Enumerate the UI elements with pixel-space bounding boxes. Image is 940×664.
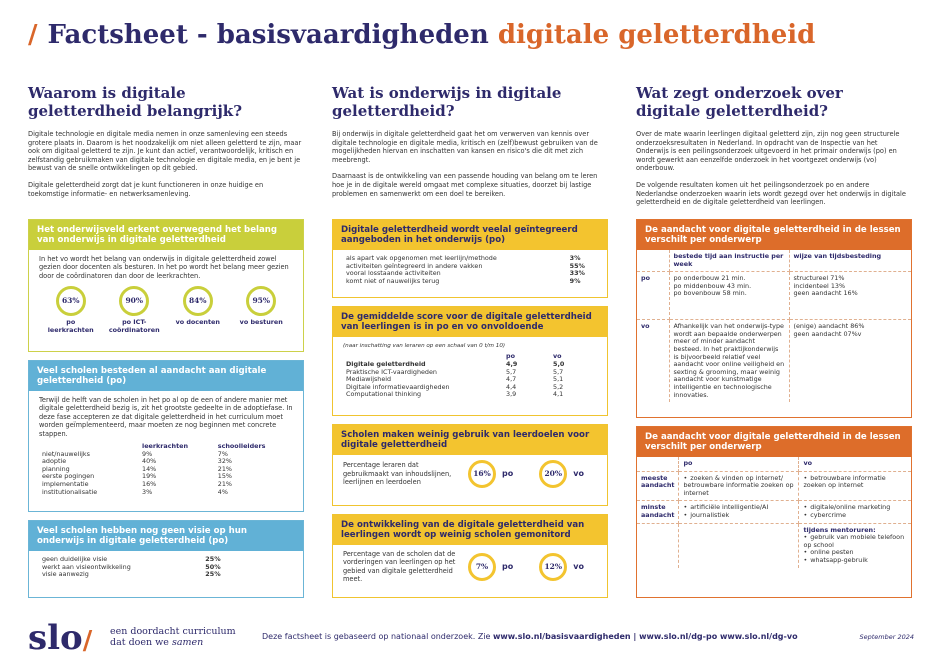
score-note: (naar inschatting van leraren op een schaal van 0 t/m 10) (343, 343, 506, 349)
box-header: De gemiddelde score voor de digitale geletterdheid van leerlingen is in po en vo onvoldoende (333, 307, 607, 337)
cell-line: geen aandacht 07%v (793, 329, 862, 338)
title-part1: Factsheet - basisvaardigheden (47, 20, 489, 50)
row-label: Digitale geletterdheid (346, 360, 426, 368)
box-leerdoelen (332, 424, 608, 506)
cell: 4,1 (553, 390, 564, 399)
cell-line: incidenteel 13% (793, 281, 846, 290)
footer-note (262, 632, 798, 641)
box-header: Het onderwijsveld erkent overwegend het belang van onderwijs in digitale geletterdheid (29, 220, 303, 250)
cell: 25% (205, 570, 221, 579)
slash-icon: / (28, 20, 38, 50)
cell: 5,7 (553, 367, 564, 376)
col-header: leerkrachten (142, 442, 189, 451)
box-scholen-aandacht (28, 360, 304, 512)
table-row (637, 501, 911, 523)
cell: 50% (205, 562, 221, 571)
slo-logo[interactable] (28, 618, 92, 658)
cell: Afhankelijk van het onderwijs-type wordt aan bepaalde onderwerpen meer of minder aandacht besteed. In het praktijkonderwijs is bijvoorbeeld relatief veel aandacht voor online veiligheid en sexting & grooming, maar weinig aandacht voor kunstmatige intelligentie en technologische innovaties. (669, 320, 789, 402)
table-row (39, 451, 293, 459)
col1-paragraph-1: Digitale technologie en digitale media nemen in onze samenleving een steeds grotere plaats in. Daarom is het noodzakelijk om niet alleen geletterd te zijn, maar ook om digitaal geletterd te zijn. Je kunt dan actief, verantwoordelijk, kritisch en zelfstandig gebruikmaken van digitale technologie en digitale media, en je bent je bewust van de snelle ontwikkelingen op dit gebied. (28, 130, 302, 173)
box-header: Veel scholen hebben nog geen visie op hun onderwijs in digitale geletterdheid (po) (29, 521, 303, 551)
col3-heading: Wat zegt onderzoek over digitale geletterdheid? (636, 84, 843, 120)
row-label: eerste pogingen (42, 472, 95, 481)
row-label: Praktische ICT-vaardigheden (346, 367, 437, 376)
cell: 5,0 (553, 360, 565, 368)
box-header: Digitale geletterdheid wordt veelal geïntegreerd aangeboden in het onderwijs (po) (333, 220, 607, 250)
table-row (637, 471, 911, 501)
cell: 15% (217, 472, 232, 481)
col-header: po (506, 352, 515, 361)
col2-paragraph-2: Daarnaast is de ontwikkeling van een passende houding van belang om te leren hoe je in de digitale wereld omgaat met complexe situaties, doorzet bij lastige problemen en samenwerkt om een doel te bereiken. (332, 172, 598, 198)
ring-label-vo: vo (573, 468, 584, 478)
column-research (636, 84, 912, 215)
percentage-circles (39, 286, 293, 334)
cell-line: structureel 71% (793, 274, 845, 283)
box-tijdsbesteding (636, 219, 912, 418)
circle-po-ict (106, 286, 162, 334)
col-header: vo (799, 457, 911, 471)
row-label: minste aandacht (637, 501, 679, 523)
cell: 7% (217, 449, 228, 458)
col2-paragraph-1: Bij onderwijs in digitale geletterdheid gaat het om verwerven van kennis over digitale technologie en digitale media, kritisch en (zelf)bewust gebruiken van de mogelijkheden hiervan en inschatten van kansen en risico's die dit met zich meebrengt. (332, 130, 598, 164)
ring-label: po ICT-coördinatoren (108, 318, 160, 334)
box-header: Scholen maken weinig gebruik van leerdoelen voor digitale geletterdheid (333, 425, 607, 455)
list-item: • cybercrime (803, 512, 907, 520)
row-label: implementatie (42, 480, 89, 488)
cell: 5,7 (506, 367, 517, 376)
box-geintegreerd (332, 219, 608, 298)
row-label: Mediawijsheid (346, 375, 392, 384)
row-label: planning (42, 464, 70, 473)
footer (0, 612, 940, 664)
list-item: • whatsapp-gebruik (803, 557, 907, 565)
col-header: schoolleiders (217, 442, 266, 451)
col-header: vo (553, 352, 562, 361)
box-text: In het vo wordt het belang van onderwijs in digitale geletterdheid zowel gezien door docenten als besturen. In het po wordt het belang meer gezien door de coördinatoren dan door de leerkrachten. (39, 255, 289, 280)
col3-paragraph-2: De volgende resultaten komen uit het peilingsonderzoek po en andere Nederlandse onderzoeken waarin iets wordt gezegd over het onderwijs in digitale geletterdheid en de digitale geletterdheid van leerlingen. (636, 180, 906, 207)
col2-heading: Wat is onderwijs in digitale geletterdheid? (332, 84, 562, 120)
cell: 3% (142, 487, 153, 496)
ring-po: 16% (468, 460, 496, 488)
mentor-title: tijdens mentoruren: (803, 525, 876, 534)
box-text: Terwijl de helft van de scholen in het po al op de een of andere manier met digitale geletterdheid bezig is, zit het grootste gedeelte in de adoptiefase. In deze fase accepteren ze dat digitale geletterdheid in het curriculum moet worden geïmplementeerd, maar moeten ze nog beginnen met concrete stappen. (39, 396, 293, 438)
tagline-emphasis: samen (171, 637, 204, 648)
ring-value: 90% (119, 286, 149, 316)
row-label: Digitale informatievaardigheden (346, 382, 450, 391)
ring-po: 7% (468, 553, 496, 581)
col-header: wijze van tijdsbesteding (789, 250, 911, 272)
box-text: Percentage leraren dat gebruikmaakt van inhoudslijnen, leerlijnen en leerdoelen (343, 461, 452, 487)
ring-label-po: po (502, 468, 514, 478)
cell: 21% (217, 480, 232, 488)
table-row (39, 571, 239, 579)
cell-line: po onderbouw 21 min. (673, 274, 746, 283)
table-row (343, 391, 597, 399)
cell: 5,1 (553, 375, 564, 384)
circle-vo-besturen (233, 286, 289, 334)
circle-vo-docenten (170, 286, 226, 334)
cell: 32% (217, 457, 232, 466)
row-label: visie aanwezig (42, 570, 89, 579)
box-text: Percentage van de scholen dat de vorderingen van leerlingen op het gebied van digitale geletterdheid meet. (343, 550, 456, 584)
box-header: Veel scholen besteden al aandacht aan digitale geletterdheid (po) (29, 361, 303, 391)
logo-text: slo (28, 618, 83, 658)
slash-icon: / (82, 626, 93, 656)
topic-table (637, 457, 911, 568)
cell: 14% (142, 464, 157, 473)
row-label: vo (637, 320, 669, 402)
list-item: • betrouwbare informatie zoeken op internet (803, 475, 907, 490)
ring-label-vo: vo (573, 561, 584, 571)
cell: 9% (142, 449, 153, 458)
integration-table (343, 255, 597, 285)
row-label: meeste aandacht (637, 471, 679, 501)
ring-label: po leerkrachten (47, 318, 94, 334)
ring-label: vo besturen (239, 318, 283, 327)
phase-table (39, 443, 293, 496)
row-label: komt niet of nauwelijks terug (346, 276, 440, 285)
ring-value: 84% (183, 286, 213, 316)
ring-vo: 20% (539, 460, 567, 488)
ring-label: vo docenten (175, 318, 220, 327)
ring-value: 63% (56, 286, 86, 316)
row-label: Computational thinking (346, 390, 422, 399)
table-row (39, 489, 293, 497)
cell: 3,9 (506, 390, 517, 399)
box-visie (28, 520, 304, 598)
list-item: • online pesten (803, 549, 907, 557)
row-label: institutionalisatie (42, 487, 98, 496)
ring-value: 95% (246, 286, 276, 316)
col-header: po (679, 457, 799, 471)
cell-line: geen aandacht 16% (793, 289, 858, 298)
circle-po-leerkrachten (43, 286, 99, 334)
cell: 4% (217, 487, 228, 496)
col-header: bestede tijd aan instructie per week (669, 250, 789, 272)
tagline (110, 626, 236, 648)
table-row (637, 320, 911, 402)
row-label: niet/nauwelijks (42, 449, 90, 458)
box-monitor (332, 514, 608, 598)
table-row (637, 523, 911, 567)
list-item: • artificiële intelligentie/AI (683, 504, 794, 512)
col3-paragraph-1: Over de mate waarin leerlingen digitaal geletterd zijn, zijn nog geen structurele onderzoeksresultaten in Nederland. In opdracht van de Inspectie van het Onderwijs is een peilingsonderzoek uitgevoerd in het primair onderwijs (po) en wordt gewerkt aan eenzelfde onderzoek in het voortgezet onderwijs (vo) onderbouw. (636, 130, 900, 173)
box-score (332, 306, 608, 416)
column-why (28, 84, 304, 206)
row-label: adoptie (42, 457, 67, 466)
cell: 4,7 (506, 375, 517, 384)
cell: 5,2 (553, 382, 564, 391)
cell: 55% (569, 261, 585, 270)
cell: 25% (205, 555, 221, 563)
cell-line: po bovenbouw 58 min. (673, 289, 747, 298)
publication-date: September 2024 (859, 633, 914, 641)
cell: 4,4 (506, 382, 517, 391)
table-row (39, 458, 293, 466)
cell: 40% (142, 457, 157, 466)
col1-paragraph-2: Digitale geletterdheid zorgt dat je kunt functioneren in onze huidige en toekomstige informatie- en netwerksamenleving. (28, 180, 264, 198)
tagline-line2: dat doen we (110, 637, 169, 648)
row-label: werkt aan visieontwikkeling (42, 562, 131, 571)
row-label: als apart vak opgenomen met leerlijn/methode (346, 254, 497, 262)
column-what (332, 84, 608, 206)
table-row (637, 272, 911, 320)
box-header: De ontwikkeling van de digitale geletterdheid van leerlingen wordt op weinig scholen gemonitord (333, 515, 607, 545)
box-header: De aandacht voor digitale geletterdheid in de lessen verschilt per onderwerp (637, 220, 911, 250)
cell-line: po middenbouw 43 min. (673, 281, 752, 290)
list-item: • gebruik van mobiele telefoon op school (803, 534, 907, 549)
visie-table (39, 556, 239, 579)
col1-heading: Waarom is digitale geletterdheid belangrijk? (28, 84, 242, 120)
score-table (343, 353, 597, 399)
list-item: • journalistiek (683, 512, 794, 520)
cell: 16% (142, 480, 157, 488)
ring-vo: 12% (539, 553, 567, 581)
cell: 4,9 (506, 360, 518, 368)
ring-label-po: po (502, 561, 514, 571)
cell: 9% (569, 276, 581, 285)
row-label: po (637, 272, 669, 320)
cell-line: (enige) aandacht 86% (793, 322, 865, 331)
page-title (28, 20, 815, 50)
footer-note-text: Deze factsheet is gebaseerd op nationaal onderzoek. Zie (262, 632, 491, 641)
row-label: activiteiten geïntegreerd in andere vakken (346, 261, 483, 270)
time-table (637, 250, 911, 402)
cell: 21% (217, 464, 232, 473)
list-item: • digitale/online marketing (803, 504, 907, 512)
footer-links[interactable]: www.slo.nl/basisvaardigheden | www.slo.nl/dg-po www.slo.nl/dg-vo (493, 632, 798, 641)
table-row (343, 278, 597, 286)
cell: 33% (569, 269, 585, 278)
row-label: vooral losstaande activiteiten (346, 269, 441, 278)
cell: 3% (569, 254, 581, 262)
list-item: • zoeken & vinden op internet/ betrouwbare informatie zoeken op internet (683, 475, 794, 498)
tagline-line1: een doordacht curriculum (110, 626, 236, 637)
box-onderwerp (636, 426, 912, 598)
box-header: De aandacht voor digitale geletterdheid in de lessen verschilt per onderwerp (637, 427, 911, 457)
box-onderwijsveld-erkent (28, 219, 304, 352)
row-label: geen duidelijke visie (42, 555, 108, 563)
title-part2: digitale geletterdheid (497, 20, 816, 50)
cell: 19% (142, 472, 157, 481)
